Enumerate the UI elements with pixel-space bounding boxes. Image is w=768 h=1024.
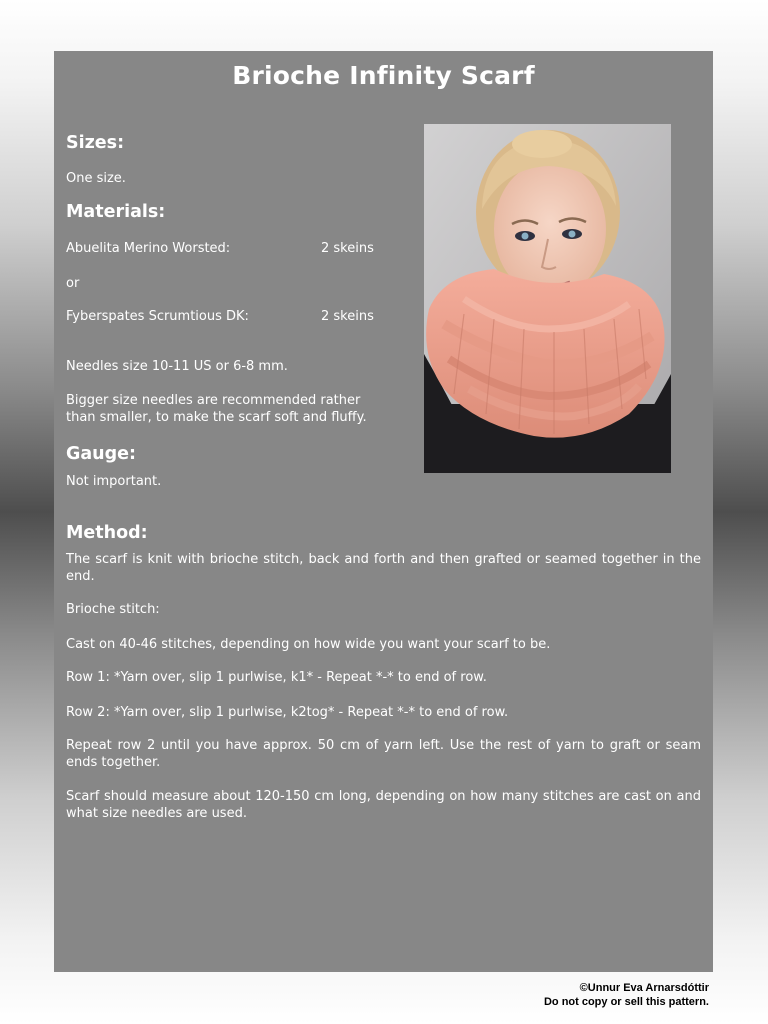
materials-heading: Materials: bbox=[66, 202, 166, 222]
measure-text: Scarf should measure about 120-150 cm long, depending on how many stitches are cast on and what size needles are used. bbox=[66, 789, 701, 821]
materials-or: or bbox=[66, 276, 80, 291]
row1-text: Row 1: *Yarn over, slip 1 purlwise, k1* - Repeat *-* to end of row. bbox=[66, 670, 487, 685]
sizes-heading: Sizes: bbox=[66, 133, 125, 153]
repeat-text: Repeat row 2 until you have approx. 50 cm of yarn left. Use the rest of yarn to graft or seam ends together. bbox=[66, 738, 701, 770]
method-heading: Method: bbox=[66, 523, 148, 543]
cast-on-text: Cast on 40-46 stitches, depending on how wide you want your scarf to be. bbox=[66, 637, 551, 652]
pattern-panel bbox=[54, 51, 713, 972]
copy-notice-text: Do not copy or sell this pattern. bbox=[543, 996, 709, 1008]
sizes-text: One size. bbox=[66, 171, 126, 186]
gauge-heading: Gauge: bbox=[66, 444, 137, 464]
needles-note-line2: than smaller, to make the scarf soft and fluffy. bbox=[66, 410, 367, 425]
model-photo bbox=[424, 124, 671, 473]
needles-note-line1: Bigger size needles are recommended rather bbox=[66, 393, 361, 408]
gauge-text: Not important. bbox=[66, 474, 162, 489]
page-title: Brioche Infinity Scarf bbox=[232, 61, 535, 90]
row2-text: Row 2: *Yarn over, slip 1 purlwise, k2tog* - Repeat *-* to end of row. bbox=[66, 705, 509, 720]
copyright-text: ©Unnur Eva Arnarsdóttir bbox=[579, 982, 709, 994]
needles-text: Needles size 10-11 US or 6-8 mm. bbox=[66, 359, 288, 374]
yarn1-name: Abuelita Merino Worsted: bbox=[66, 241, 231, 256]
method-intro: The scarf is knit with brioche stitch, back and forth and then grafted or seamed together in the end. bbox=[66, 552, 701, 584]
yarn2-quantity: 2 skeins bbox=[321, 309, 374, 324]
yarn2-name: Fyberspates Scrumtious DK: bbox=[66, 309, 249, 324]
copyright-footer bbox=[544, 981, 709, 1009]
yarn1-quantity: 2 skeins bbox=[321, 241, 374, 256]
photo-illustration bbox=[424, 124, 671, 473]
brioche-stitch-label: Brioche stitch: bbox=[66, 602, 160, 617]
